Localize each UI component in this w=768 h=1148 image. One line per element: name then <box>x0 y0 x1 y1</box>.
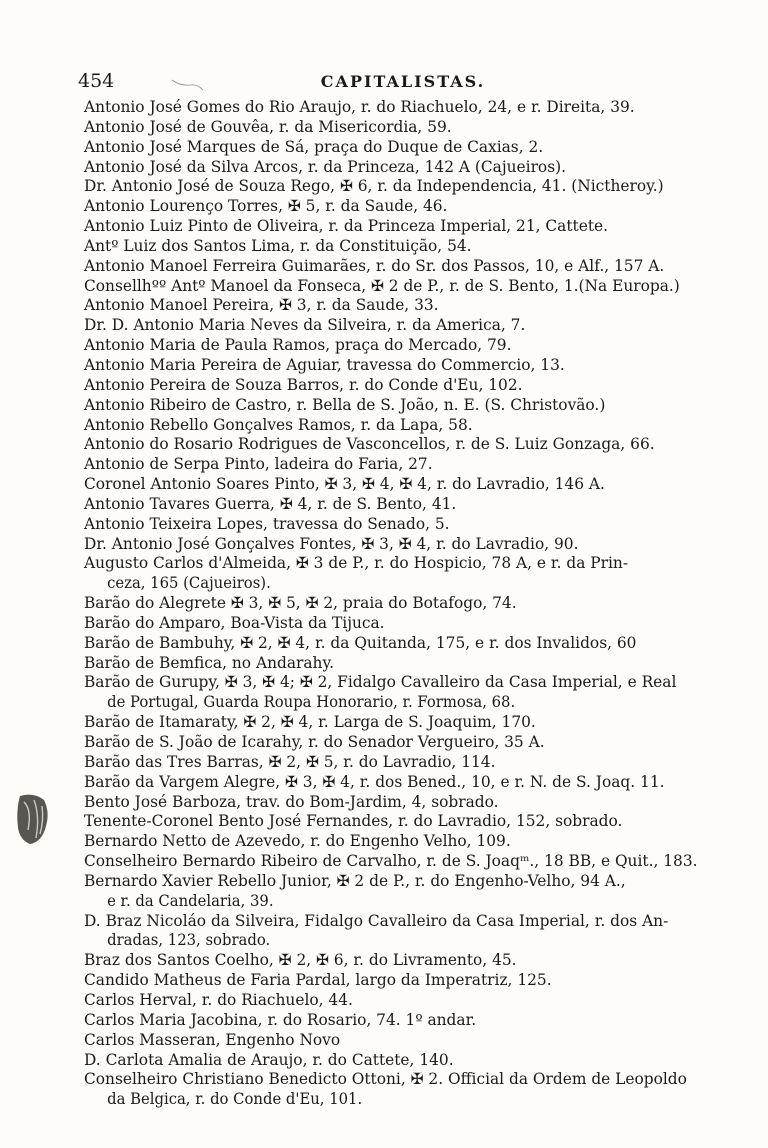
entry-line: Tenente-Coronel Bento José Fernandes, r. do Lavradio, 152, sobrado. <box>84 812 623 831</box>
directory-entry <box>84 832 712 852</box>
entry-line: Antº Luiz dos Santos Lima, r. da Constituição, 54. <box>84 236 472 255</box>
entry-line: Antonio Manoel Ferreira Guimarães, r. do Sr. dos Passos, 10, e Alf., 157 A. <box>84 256 665 275</box>
entry-line: Antonio Pereira de Souza Barros, r. do Conde d'Eu, 102. <box>84 375 523 394</box>
entry-line: Antonio do Rosario Rodrigues de Vasconcellos, r. de S. Luiz Gonzaga, 66. <box>84 435 655 454</box>
directory-entry <box>84 177 712 197</box>
directory-entry <box>84 1011 712 1031</box>
directory-entry <box>84 356 712 376</box>
directory-entry <box>84 912 712 952</box>
entry-line: Coronel Antonio Soares Pinto, ✠ 3, ✠ 4, ✠ 4, r. do Lavradio, 146 A. <box>84 475 605 494</box>
directory-entry <box>84 296 712 316</box>
directory-entry <box>84 495 712 515</box>
directory-entry <box>84 396 712 416</box>
entry-line: Dr. Antonio José de Souza Rego, ✠ 6, r. da Independencia, 41. (Nictheroy.) <box>84 177 664 196</box>
directory-entry <box>84 535 712 555</box>
directory-entry <box>84 654 712 674</box>
entry-line: Augusto Carlos d'Almeida, ✠ 3 de P., r. do Hospicio, 78 A, e r. da Prin- <box>84 554 629 573</box>
entry-line: Barão de Bambuhy, ✠ 2, ✠ 4, r. da Quitanda, 175, e r. dos Invalidos, 60 <box>84 633 637 652</box>
entry-line: Barão de Bemfica, no Andarahy. <box>84 653 334 672</box>
directory-entry <box>84 951 712 971</box>
entry-line: Antonio Rebello Gonçalves Ramos, r. da Lapa, 58. <box>84 415 473 434</box>
directory-entry <box>84 793 712 813</box>
entry-line: Antonio Maria Pereira de Aguiar, travessa do Commercio, 13. <box>84 355 565 374</box>
entry-line: Antonio José de Gouvêa, r. da Misericordia, 59. <box>84 117 452 136</box>
directory-entry <box>84 812 712 832</box>
entry-continuation: ceza, 165 (Cajueiros). <box>107 574 271 593</box>
directory-entry <box>84 852 712 872</box>
entry-line: Barão da Vargem Alegre, ✠ 3, ✠ 4, r. dos Bened., 10, e r. N. de S. Joaq. 11. <box>84 772 665 791</box>
directory-entry <box>84 673 712 713</box>
directory-entry <box>84 554 712 594</box>
entry-continuation: da Belgica, r. do Conde d'Eu, 101. <box>107 1090 363 1109</box>
directory-entry <box>84 634 712 654</box>
directory-entry <box>84 416 712 436</box>
entry-line: Barão de Gurupy, ✠ 3, ✠ 4; ✠ 2, Fidalgo Cavalleiro da Casa Imperial, e Real <box>84 673 677 692</box>
entry-line: Antonio Lourenço Torres, ✠ 5, r. da Saude, 46. <box>84 197 448 216</box>
entry-line: Dr. Antonio José Gonçalves Fontes, ✠ 3, ✠ 4, r. do Lavradio, 90. <box>84 534 579 553</box>
directory-entry <box>84 872 712 912</box>
entry-line: Candido Matheus de Faria Pardal, largo da Imperatriz, 125. <box>84 971 552 990</box>
directory-entry <box>84 217 712 237</box>
entry-line: Braz dos Santos Coelho, ✠ 2, ✠ 6, r. do Livramento, 45. <box>84 951 517 970</box>
directory-entry <box>84 475 712 495</box>
capitalistas-list <box>84 98 712 1110</box>
directory-entry <box>84 336 712 356</box>
directory-entry <box>84 753 712 773</box>
directory-entry <box>84 435 712 455</box>
directory-entry <box>84 971 712 991</box>
entry-line: Bernardo Netto de Azevedo, r. do Engenho Velho, 109. <box>84 832 511 851</box>
directory-entry <box>84 991 712 1011</box>
directory-entry <box>84 277 712 297</box>
entry-line: Barão do Alegrete ✠ 3, ✠ 5, ✠ 2, praia do Botafogo, 74. <box>84 594 517 613</box>
directory-entry <box>84 455 712 475</box>
directory-entry <box>84 1070 712 1110</box>
entry-continuation: dradas, 123, sobrado. <box>107 931 271 950</box>
entry-line: Antonio José Gomes do Rio Araujo, r. do Riachuelo, 24, e r. Direita, 39. <box>84 98 635 116</box>
entry-line: D. Braz Nicoláo da Silveira, Fidalgo Cavalleiro da Casa Imperial, r. dos An- <box>84 911 669 930</box>
entry-line: Antonio José da Silva Arcos, r. da Princeza, 142 A (Cajueiros). <box>84 157 566 176</box>
entry-line: Carlos Maria Jacobina, r. do Rosario, 74. 1º andar. <box>84 1010 477 1029</box>
entry-line: Barão das Tres Barras, ✠ 2, ✠ 5, r. do Lavradio, 114. <box>84 752 496 771</box>
entry-line: Antonio Manoel Pereira, ✠ 3, r. da Saude, 33. <box>84 296 439 315</box>
entry-line: Antonio Ribeiro de Castro, r. Bella de S. João, n. E. (S. Christovão.) <box>84 395 606 414</box>
directory-entry <box>84 158 712 178</box>
directory-entry <box>84 1031 712 1051</box>
entry-continuation: de Portugal, Guarda Roupa Honorario, r. Formosa, 68. <box>107 693 516 712</box>
directory-entry <box>84 515 712 535</box>
entry-line: Barão de S. João de Icarahy, r. do Senador Vergueiro, 35 A. <box>84 733 545 751</box>
entry-line: Antonio Luiz Pinto de Oliveira, r. da Princeza Imperial, 21, Cattete. <box>84 217 609 236</box>
directory-entry <box>84 773 712 793</box>
directory-entry <box>84 1051 712 1071</box>
directory-entry <box>84 118 712 138</box>
entry-line: Antonio José Marques de Sá, praça do Duque de Caxias, 2. <box>84 137 544 156</box>
directory-entry <box>84 138 712 158</box>
entry-line: Antonio Teixeira Lopes, travessa do Senado, 5. <box>84 514 450 533</box>
directory-entry <box>84 614 712 634</box>
entry-continuation: e r. da Candelaria, 39. <box>107 891 274 910</box>
entry-line: Antonio Tavares Guerra, ✠ 4, r. de S. Bento, 41. <box>84 494 457 513</box>
directory-entry <box>84 713 712 733</box>
directory-entry <box>84 594 712 614</box>
directory-entry <box>84 316 712 336</box>
binding-stain <box>14 790 52 848</box>
entry-line: Antonio de Serpa Pinto, ladeira do Faria, 27. <box>84 455 433 474</box>
entry-line: Bento José Barboza, trav. do Bom-Jardim, 4, sobrado. <box>84 792 499 811</box>
directory-entry <box>84 733 712 753</box>
page-number: 454 <box>78 70 115 92</box>
page-title: CAPITALISTAS. <box>320 72 486 91</box>
entry-line: Consellhºº Antº Manoel da Fonseca, ✠ 2 de P., r. de S. Bento, 1.(Na Europa.) <box>84 276 680 295</box>
directory-entry <box>84 197 712 217</box>
entry-line: Carlos Herval, r. do Riachuelo, 44. <box>84 990 353 1009</box>
directory-entry <box>84 237 712 257</box>
entry-line: Antonio Maria de Paula Ramos, praça do Mercado, 79. <box>84 336 512 355</box>
entry-line: Dr. D. Antonio Maria Neves da Silveira, r. da America, 7. <box>84 316 526 335</box>
entry-line: Conselheiro Christiano Benedicto Ottoni, ✠ 2. Official da Ordem de Leopoldo <box>84 1070 687 1089</box>
ink-smudge <box>170 76 206 92</box>
entry-line: Bernardo Xavier Rebello Junior, ✠ 2 de P., r. do Engenho-Velho, 94 A., <box>84 871 626 890</box>
entry-line: Barão do Amparo, Boa-Vista da Tijuca. <box>84 613 385 632</box>
entry-line: Barão de Itamaraty, ✠ 2, ✠ 4, r. Larga de S. Joaquim, 170. <box>84 713 536 732</box>
directory-entry <box>84 98 712 118</box>
entry-line: Conselheiro Bernardo Ribeiro de Carvalho, r. de S. Joaqᵐ., 18 BB, e Quit., 183. <box>84 852 698 871</box>
directory-entry <box>84 257 712 277</box>
entry-line: D. Carlota Amalia de Araujo, r. do Cattete, 140. <box>84 1050 454 1069</box>
entry-line: Carlos Masseran, Engenho Novo <box>84 1030 341 1049</box>
directory-entry <box>84 376 712 396</box>
